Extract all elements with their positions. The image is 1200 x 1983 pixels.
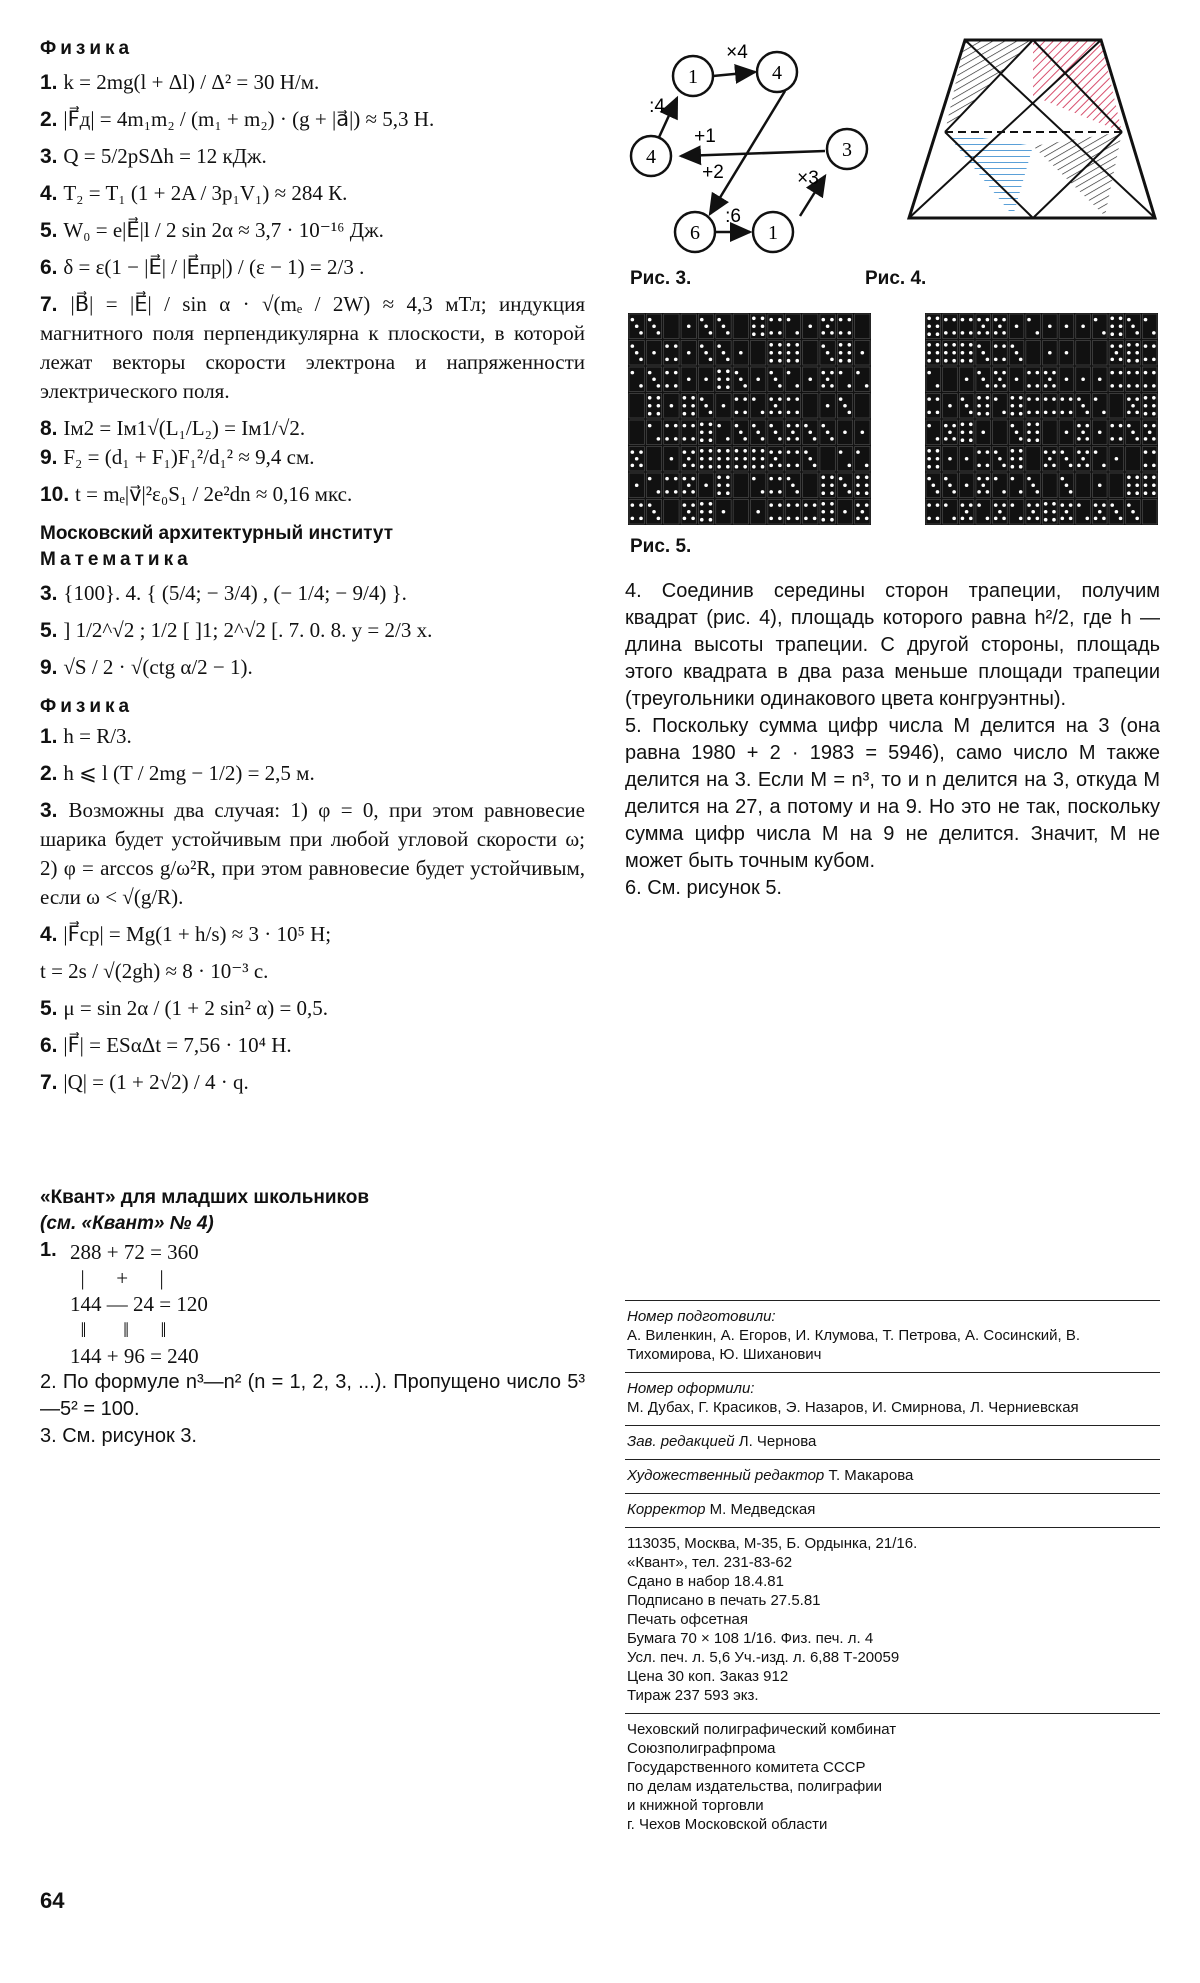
math-text: {100}. 4. { (5/4; − 3/4) , (− 1/4; − 9/4) }. <box>63 581 407 605</box>
corrector-name: М. Медведская <box>709 1501 816 1518</box>
printer-line: Государственного комитета СССР <box>627 1759 866 1776</box>
imprint-line: Подписано в печать 27.5.81 <box>627 1592 821 1609</box>
physics1-item <box>40 290 585 406</box>
fig3-op-label: +2 <box>702 162 724 183</box>
kvant-answer-2: 2. По формуле n³—n² (n = 1, 2, 3, ...). Пропущено число 5³—5² = 100. <box>40 1371 585 1420</box>
imprint-line: Бумага 70 × 108 1/16. Физ. печ. л. 4 <box>627 1630 874 1647</box>
physics2-heading: Физика <box>40 696 134 717</box>
fig3-node-label: 1 <box>768 222 778 244</box>
physics2-item <box>40 1031 585 1060</box>
physics1-text: t = mₑ|v⃗|²ε₀S₁ / 2e²dn ≈ 0,16 мкс. <box>75 482 353 506</box>
physics2-item <box>40 920 585 949</box>
physics2-text: |Q| = (1 + 2√2) / 4 · q. <box>63 1070 249 1094</box>
kvant-answer-3: 3. См. рисунок 3. <box>40 1425 197 1447</box>
physics2-number: 6. <box>40 1034 64 1057</box>
printer-line: Чеховский полиграфический комбинат <box>627 1721 897 1738</box>
physics2-text: μ = sin 2α / (1 + 2 sin² α) = 0,5. <box>63 996 329 1020</box>
institute-heading: Московский архитектурный институт <box>40 523 394 544</box>
physics1-item <box>40 179 585 208</box>
fig3-node-label: 6 <box>690 222 700 244</box>
fig3-op-label: :4 <box>649 96 665 117</box>
credits-art <box>625 1459 1160 1493</box>
physics2-answers <box>40 722 585 1097</box>
designed-names: М. Дубах, Г. Красиков, Э. Назаров, И. Смирнова, Л. Черниевская <box>627 1399 1079 1416</box>
imprint-line: Усл. печ. л. 5,6 Уч.-изд. л. 6,88 Т-20059 <box>627 1649 900 1666</box>
physics1-text: |F⃗д| = 4m₁m₂ / (m₁ + m₂) · (g + |a⃗|) ≈ 5,3 Н. <box>63 107 435 131</box>
math-number: 9. <box>40 656 64 679</box>
credits-head <box>625 1425 1160 1459</box>
physics1-number: 1. <box>40 71 64 94</box>
answer-6: 6. См. рисунок 5. <box>625 877 782 899</box>
fig3-node-label: 4 <box>772 62 782 84</box>
printer-line: г. Чехов Московской области <box>627 1816 828 1833</box>
fig3-node-label: 4 <box>646 146 656 168</box>
physics2-text: |F⃗| = ESαΔt = 7,56 · 10⁴ Н. <box>63 1033 292 1057</box>
figure-4-caption: Рис. 4. <box>865 268 927 289</box>
fig3-op-label: +1 <box>694 126 716 147</box>
physics-heading: Физика <box>40 38 134 59</box>
credits-block <box>625 1300 1160 1842</box>
physics1-item <box>40 68 585 97</box>
prepared-names: А. Виленкин, А. Егоров, И. Клумова, Т. Петрова, А. Сосинский, В. Тихомирова, Ю. Шиханович <box>627 1327 1081 1363</box>
physics2-item <box>40 1068 585 1097</box>
physics2-item <box>40 759 585 788</box>
imprint-line: Тираж 237 593 экз. <box>627 1687 759 1704</box>
physics2-item <box>40 994 585 1023</box>
physics1-item <box>40 142 585 171</box>
art-name: Т. Макарова <box>828 1467 914 1484</box>
credits-designed <box>625 1372 1160 1425</box>
head-name: Л. Чернова <box>738 1433 817 1450</box>
imprint-line: Сдано в набор 18.4.81 <box>627 1573 784 1590</box>
physics1-item <box>40 253 585 282</box>
imprint <box>625 1527 1160 1713</box>
left-column <box>40 36 585 1450</box>
physics1-number: 5. <box>40 219 64 242</box>
kvant-1-number: 1. <box>40 1239 57 1261</box>
physics-answers <box>40 68 585 509</box>
math-number: 3. <box>40 582 64 605</box>
physics1-number: 7. <box>40 293 71 316</box>
physics2-number: 7. <box>40 1071 64 1094</box>
answer-5: 5. Поскольку сумма цифр числа M делится на 3 (она равна 1980 + 2 · 1983 = 5946), само число M также делится на 3. Если M = n³, то и n делится на 3, откуда M делится на 27, а потому и на 9. Но это не так, поскольку сумма цифр числа M на 9 не делится. Значит, M не может быть точным кубом. <box>625 715 1160 872</box>
fig3-node-label: 1 <box>688 66 698 88</box>
physics1-number: 8. <box>40 417 64 440</box>
physics2-text: h = R/3. <box>63 724 132 748</box>
fig3-node-label: 3 <box>842 139 852 161</box>
imprint-line: «Квант», тел. 231-83-62 <box>627 1554 793 1571</box>
designed-label: Номер оформили: <box>627 1380 755 1397</box>
physics1-item <box>40 414 585 443</box>
fig3-op-label: :6 <box>725 206 741 227</box>
printer-line: по делам издательства, полиграфии <box>627 1778 882 1795</box>
physics1-number: 3. <box>40 145 64 168</box>
fig3-op-label: ×3 <box>797 168 819 189</box>
physics2-item <box>40 957 585 986</box>
physics1-text: Q = 5/2pSΔh = 12 кДж. <box>63 144 267 168</box>
credits-prepared <box>625 1300 1160 1372</box>
figure-5-domino-grid-right <box>925 313 1158 525</box>
physics1-number: 9. <box>40 446 64 469</box>
kvant-answer-1 <box>40 1239 585 1369</box>
figure-5-domino-grid-left <box>628 313 871 525</box>
kvant-subheading: (см. «Квант» № 4) <box>40 1213 214 1234</box>
physics2-text: Возможны два случая: 1) φ = 0, при этом равновесие шарика будет устойчивым при любой угловой скорости ω; 2) φ = arccos g/ω²R, при этом равновесие будет устойчивым, если ω < √(g/R). <box>40 798 585 909</box>
printer-line: Союзполиграфпрома <box>627 1740 776 1757</box>
physics1-text: δ = ε(1 − |E⃗| / |E⃗пр|) / (ε − 1) = 2/3 . <box>63 255 365 279</box>
printer-info <box>625 1713 1160 1842</box>
figure-3-graph <box>625 36 895 266</box>
physics1-item <box>40 480 585 509</box>
physics1-item <box>40 105 585 134</box>
printer-line: и книжной торговли <box>627 1797 764 1814</box>
math-text: ] 1/2^√2 ; 1/2 [ ]1; 2^√2 [. 7. 0. 8. y = 2/3 x. <box>63 618 433 642</box>
prepared-label: Номер подготовили: <box>627 1308 776 1325</box>
imprint-line: Цена 30 коп. Заказ 912 <box>627 1668 789 1685</box>
math-number: 5. <box>40 619 64 642</box>
imprint-line: 113035, Москва, М-35, Б. Ордынка, 21/16. <box>627 1535 918 1552</box>
physics1-number: 2. <box>40 108 64 131</box>
physics2-number: 3. <box>40 799 69 822</box>
math-item <box>40 616 585 645</box>
math-heading: Математика <box>40 549 192 570</box>
right-answers <box>625 578 1160 902</box>
math-text: √S / 2 · √(ctg α/2 − 1). <box>63 655 253 679</box>
physics2-item <box>40 796 585 912</box>
physics2-text: |F⃗ср| = Mg(1 + h/s) ≈ 3 · 10⁵ Н; <box>63 922 332 946</box>
kvant-heading: «Квант» для младших школьников <box>40 1187 370 1208</box>
imprint-line: Печать офсетная <box>627 1611 748 1628</box>
physics1-text: |B⃗| = |E⃗| / sin α · √(mₑ / 2W) ≈ 4,3 мТл; индукция магнитного поля перпендикулярна к плоскости, в которой лежат векторы скорости электрона и напряженности электрического поля. <box>40 292 585 403</box>
physics1-number: 10. <box>40 483 76 506</box>
answer-4: 4. Соединив середины сторон трапеции, получим квадрат (рис. 4), площадь которого равна h²/2, где h — длина высоты трапеции. С другой стороны, площадь этого квадрата в два раза меньше площади трапеции (треугольники одинакового цвета конгруэнтны). <box>625 580 1160 710</box>
math-item <box>40 579 585 608</box>
page-number: 64 <box>40 1888 65 1913</box>
figure-4-trapezoid <box>905 36 1160 236</box>
physics1-text: W₀ = e|E⃗|l / 2 sin 2α ≈ 3,7 · 10⁻¹⁶ Дж. <box>63 218 384 242</box>
physics2-number: 2. <box>40 762 64 785</box>
physics2-number: 1. <box>40 725 64 748</box>
math-answers <box>40 579 585 682</box>
kvant-1-arithmetic: 288 + 72 = 360 | + | 144 — 24 = 120 ‖ ‖ ‖ 144 + 96 = 240 <box>70 1240 208 1368</box>
physics2-item <box>40 722 585 751</box>
physics1-text: Iм2 = Iм1√(L₁/L₂) = Iм1/√2. <box>63 416 306 440</box>
physics1-text: T₂ = T₁ (1 + 2A / 3p₁V₁) ≈ 284 К. <box>63 181 348 205</box>
physics1-item <box>40 443 585 472</box>
fig3-op-label: ×4 <box>726 42 748 63</box>
figure-5-caption: Рис. 5. <box>630 536 692 557</box>
physics1-text: F₂ = (d₁ + F₁)F₁²/d₁² ≈ 9,4 см. <box>63 445 315 469</box>
figure-3-caption: Рис. 3. <box>630 268 692 289</box>
credits-corrector <box>625 1493 1160 1527</box>
physics1-number: 6. <box>40 256 64 279</box>
physics2-text: t = 2s / √(2gh) ≈ 8 · 10⁻³ с. <box>40 959 269 983</box>
math-item <box>40 653 585 682</box>
art-label: Художественный редактор <box>627 1467 825 1484</box>
physics1-number: 4. <box>40 182 64 205</box>
physics1-text: k = 2mg(l + Δl) / Δ² = 30 Н/м. <box>63 70 320 94</box>
physics2-number: 4. <box>40 923 64 946</box>
corrector-label: Корректор <box>627 1501 706 1518</box>
physics1-item <box>40 216 585 245</box>
head-label: Зав. редакцией <box>627 1433 735 1450</box>
physics2-number: 5. <box>40 997 64 1020</box>
physics2-text: h ⩽ l (T / 2mg − 1/2) = 2,5 м. <box>63 761 315 785</box>
